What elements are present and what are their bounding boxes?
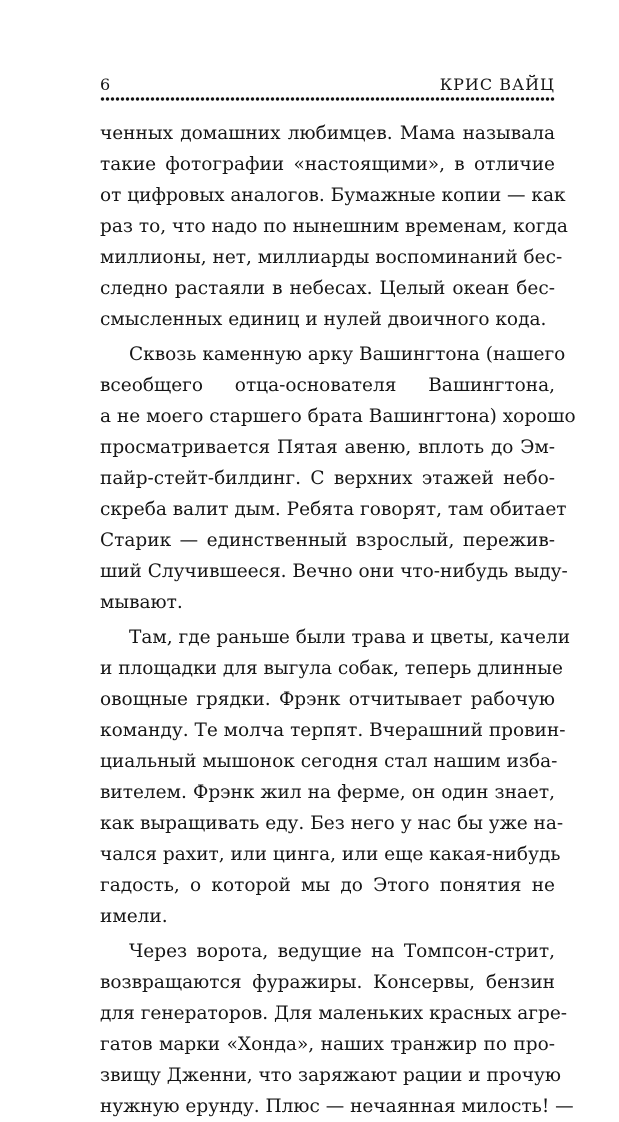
text-line: овощные грядки. Фрэнк отчитывает рабочую xyxy=(100,689,555,710)
text-line: циальный мышонок сегодня стал нашим изба- xyxy=(100,751,558,772)
dotted-rule xyxy=(100,96,555,102)
text-line: ченных домашних любимцев. Мама называла xyxy=(100,123,555,144)
text-line: гатов марки «Хонда», наших транжир по про- xyxy=(100,1034,555,1055)
text-line: раз то, что надо по нынешним временам, когда xyxy=(100,216,568,237)
text-line: и площадки для выгула собак, теперь длинные xyxy=(100,658,563,679)
page-number: 6 xyxy=(100,75,112,94)
text-line: Сквозь каменную арку Вашингтона (нашего xyxy=(129,344,566,365)
text-line: смысленных единиц и нулей двоичного кода. xyxy=(100,309,547,330)
text-line: от цифровых аналогов. Бумажные копии — как xyxy=(100,185,566,206)
paragraph xyxy=(100,118,568,335)
paragraph xyxy=(100,936,574,1122)
text-line: Через ворота, ведущие на Томпсон-стрит, xyxy=(129,941,555,962)
text-line: просматривается Пятая авеню, вплоть до Эм- xyxy=(100,437,555,458)
text-line: чался рахит, или цинга, или еще какая-нибудь xyxy=(100,844,561,865)
body-text xyxy=(100,118,576,1122)
text-line: звищу Дженни, что заряжают рации и прочую xyxy=(100,1065,562,1086)
text-line: Старик — единственный взрослый, пережив- xyxy=(100,530,555,551)
text-line: имели. xyxy=(100,906,168,927)
text-line: возвращаются фуражиры. Консервы, бензин xyxy=(100,972,555,993)
text-line: как выращивать еду. Без него у нас бы уже на- xyxy=(100,813,564,834)
paragraph xyxy=(100,622,571,932)
text-line: скреба валит дым. Ребята говорят, там обитает xyxy=(100,499,567,520)
text-line: гадость, о которой мы до Этого понятия не xyxy=(100,875,555,896)
text-line: мывают. xyxy=(100,592,183,613)
text-line: ший Случившееся. Вечно они что-нибудь выду- xyxy=(100,561,568,582)
text-line: команду. Те молча терпят. Вчерашний провин- xyxy=(100,720,566,741)
running-head-author: КРИС ВАЙЦ xyxy=(439,75,555,94)
text-line: а не моего старшего брата Вашингтона) хорошо xyxy=(100,406,576,427)
text-line: такие фотографии «настоящими», в отличие xyxy=(100,154,555,175)
paragraph xyxy=(100,339,576,618)
text-line: пайр-стейт-билдинг. С верхних этажей небо- xyxy=(100,468,555,489)
text-line: нужную ерунду. Плюс — нечаянная милость! — xyxy=(100,1096,574,1117)
text-line: для генераторов. Для маленьких красных агре- xyxy=(100,1003,568,1024)
text-line: миллионы, нет, миллиарды воспоминаний бес- xyxy=(100,247,563,268)
text-line: всеобщего отца-основателя Вашингтона, xyxy=(100,375,555,396)
page-header xyxy=(100,74,555,96)
text-line: вителем. Фрэнк жил на ферме, он один знает, xyxy=(100,782,555,803)
text-line: Там, где раньше были трава и цветы, качели xyxy=(129,627,571,648)
text-line: следно растаяли в небесах. Целый океан бес- xyxy=(100,278,555,299)
